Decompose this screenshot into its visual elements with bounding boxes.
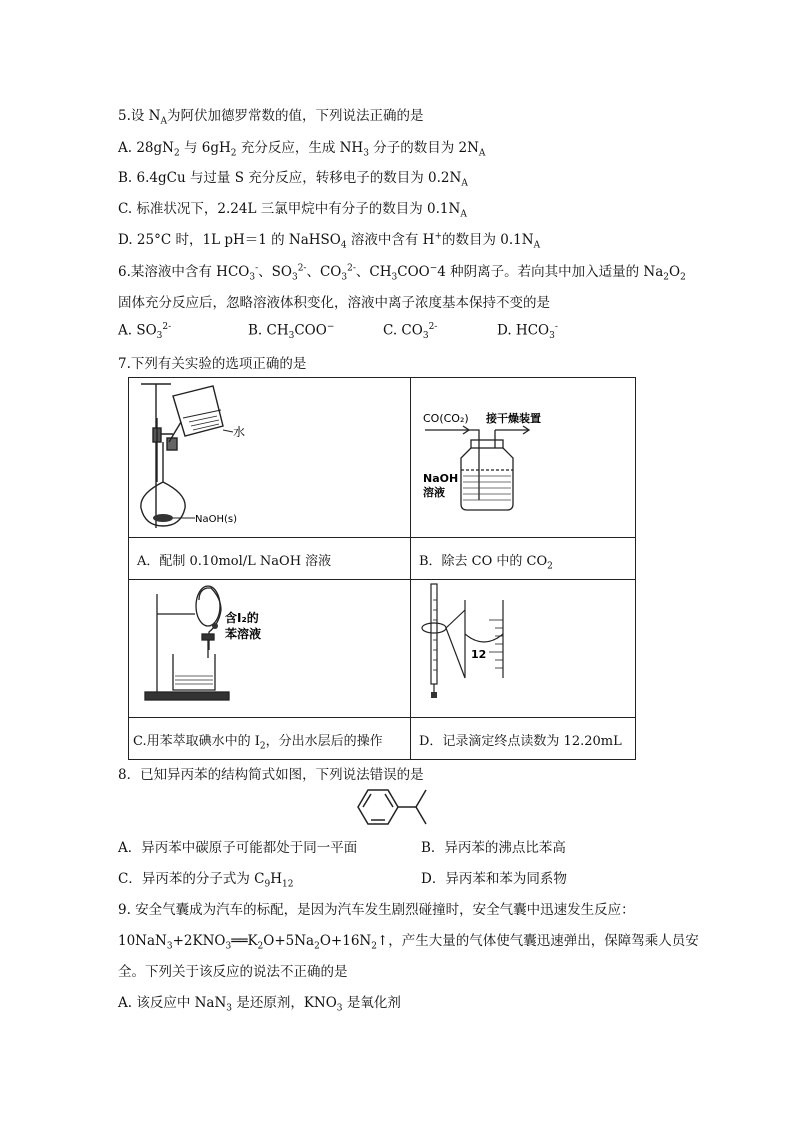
cell-a-caption: A．配制 0.10mol/L NaOH 溶液	[129, 538, 411, 580]
cumene-structure	[352, 782, 442, 832]
q6-option-a: A. $SO_3^{2-}$	[118, 322, 172, 342]
q9-option-a: A. 该反应中 NaN$_3$ 是还原剂，$KNO_3$ 是氧化剂	[118, 995, 401, 1014]
q8-option-a: A．异丙苯中碳原子可能都处于同一平面	[118, 840, 358, 856]
separatory-funnel-figure	[129, 580, 410, 713]
q5-option-c: C. 标准状况下，2.24L 三氯甲烷中有分子的数目为 $0.1N_A$	[118, 201, 467, 220]
cell-a-figure	[129, 378, 411, 538]
label-benzene-solution: 苯溶液	[225, 627, 262, 641]
cell-c-figure	[129, 580, 411, 718]
cell-b-caption: B．除去 CO 中的 $CO_2$	[411, 538, 636, 580]
volumetric-flask-figure	[129, 378, 410, 533]
q5-option-b: B. 6.4gCu 与过量 S 充分反应，转移电子的数目为 $0.2N_A$	[118, 170, 468, 189]
cell-c-caption: C.用苯萃取碘水中的 $I_2$，分出水层后的操作	[129, 718, 411, 760]
q8-option-d: D．异丙苯和苯为同系物	[421, 871, 567, 887]
label-naoh: NaOH	[423, 472, 459, 485]
q6-option-c: C. $CO_3^{2-}$	[383, 322, 438, 342]
q7-experiment-table	[128, 377, 636, 760]
cell-b-figure	[411, 378, 636, 538]
label-reading-12: 12	[471, 648, 487, 661]
q7-stem: 7.下列有关实验的选项正确的是	[118, 356, 307, 372]
q9-stem-line2: $10NaN_3+2KNO_3══K_2O+5Na_2O+16N_2↑$，产生大量的气体使气囊迅速弹出，保障驾乘人员安	[118, 933, 699, 952]
q6-option-b: B. $CH_3COO^-$	[248, 322, 335, 342]
label-water: 水	[233, 425, 246, 439]
q9-stem-line3: 全。下列关于该反应的说法不正确的是	[118, 964, 348, 980]
cell-d-figure	[411, 580, 636, 718]
q8-stem: 8．已知异丙苯的结构简式如图，下列说法错误的是	[118, 767, 424, 783]
label-to-drying: 接干燥装置	[486, 412, 541, 425]
q6-option-d: D. $HCO_3^-$	[497, 322, 558, 342]
q5-option-a: A. $28gN_2$ 与 $6gH_2$ 充分反应，生成 $NH_3$ 分子的数目为 $2N_A$	[118, 140, 486, 159]
q6-stem-line2: 固体充分反应后，忽略溶液体积变化，溶液中离子浓度基本保持不变的是	[118, 295, 550, 311]
q9-stem-line1: 9. 安全气囊成为汽车的标配，是因为汽车发生剧烈碰撞时，安全气囊中迅速发生反应：	[118, 902, 635, 918]
label-solution: 溶液	[423, 486, 445, 499]
cell-d-caption: D．记录滴定终点读数为 12.20mL	[411, 718, 636, 760]
q8-option-c: C．异丙苯的分子式为 $C_9H_{12}$	[118, 871, 294, 890]
label-iodine: 含I₂的	[225, 611, 259, 625]
q5-stem: 5.设 $N_A$为阿伏加德罗常数的值，下列说法正确的是	[118, 108, 424, 127]
gas-washing-bottle-figure	[411, 378, 635, 533]
q6-stem-line1: 6.某溶液中含有 $HCO_3^-$、$SO_3^{2-}$、$CO_3^{2-}$、$CH_3COO^-4$ 种阴离子。若向其中加入适量的 $Na_2O_2$	[118, 263, 686, 283]
q5-option-d: D. 25°C 时，1L pH＝1 的 NaHSO$_4$ 溶液中含有 H+的数目为 $0.1N_A$	[118, 231, 541, 251]
label-co-co2: CO(CO₂)	[423, 412, 469, 425]
q8-option-b: B．异丙苯的沸点比苯高	[421, 840, 566, 856]
label-naoh-solid: NaOH(s)	[195, 514, 238, 525]
burette-reading-figure	[411, 580, 635, 713]
